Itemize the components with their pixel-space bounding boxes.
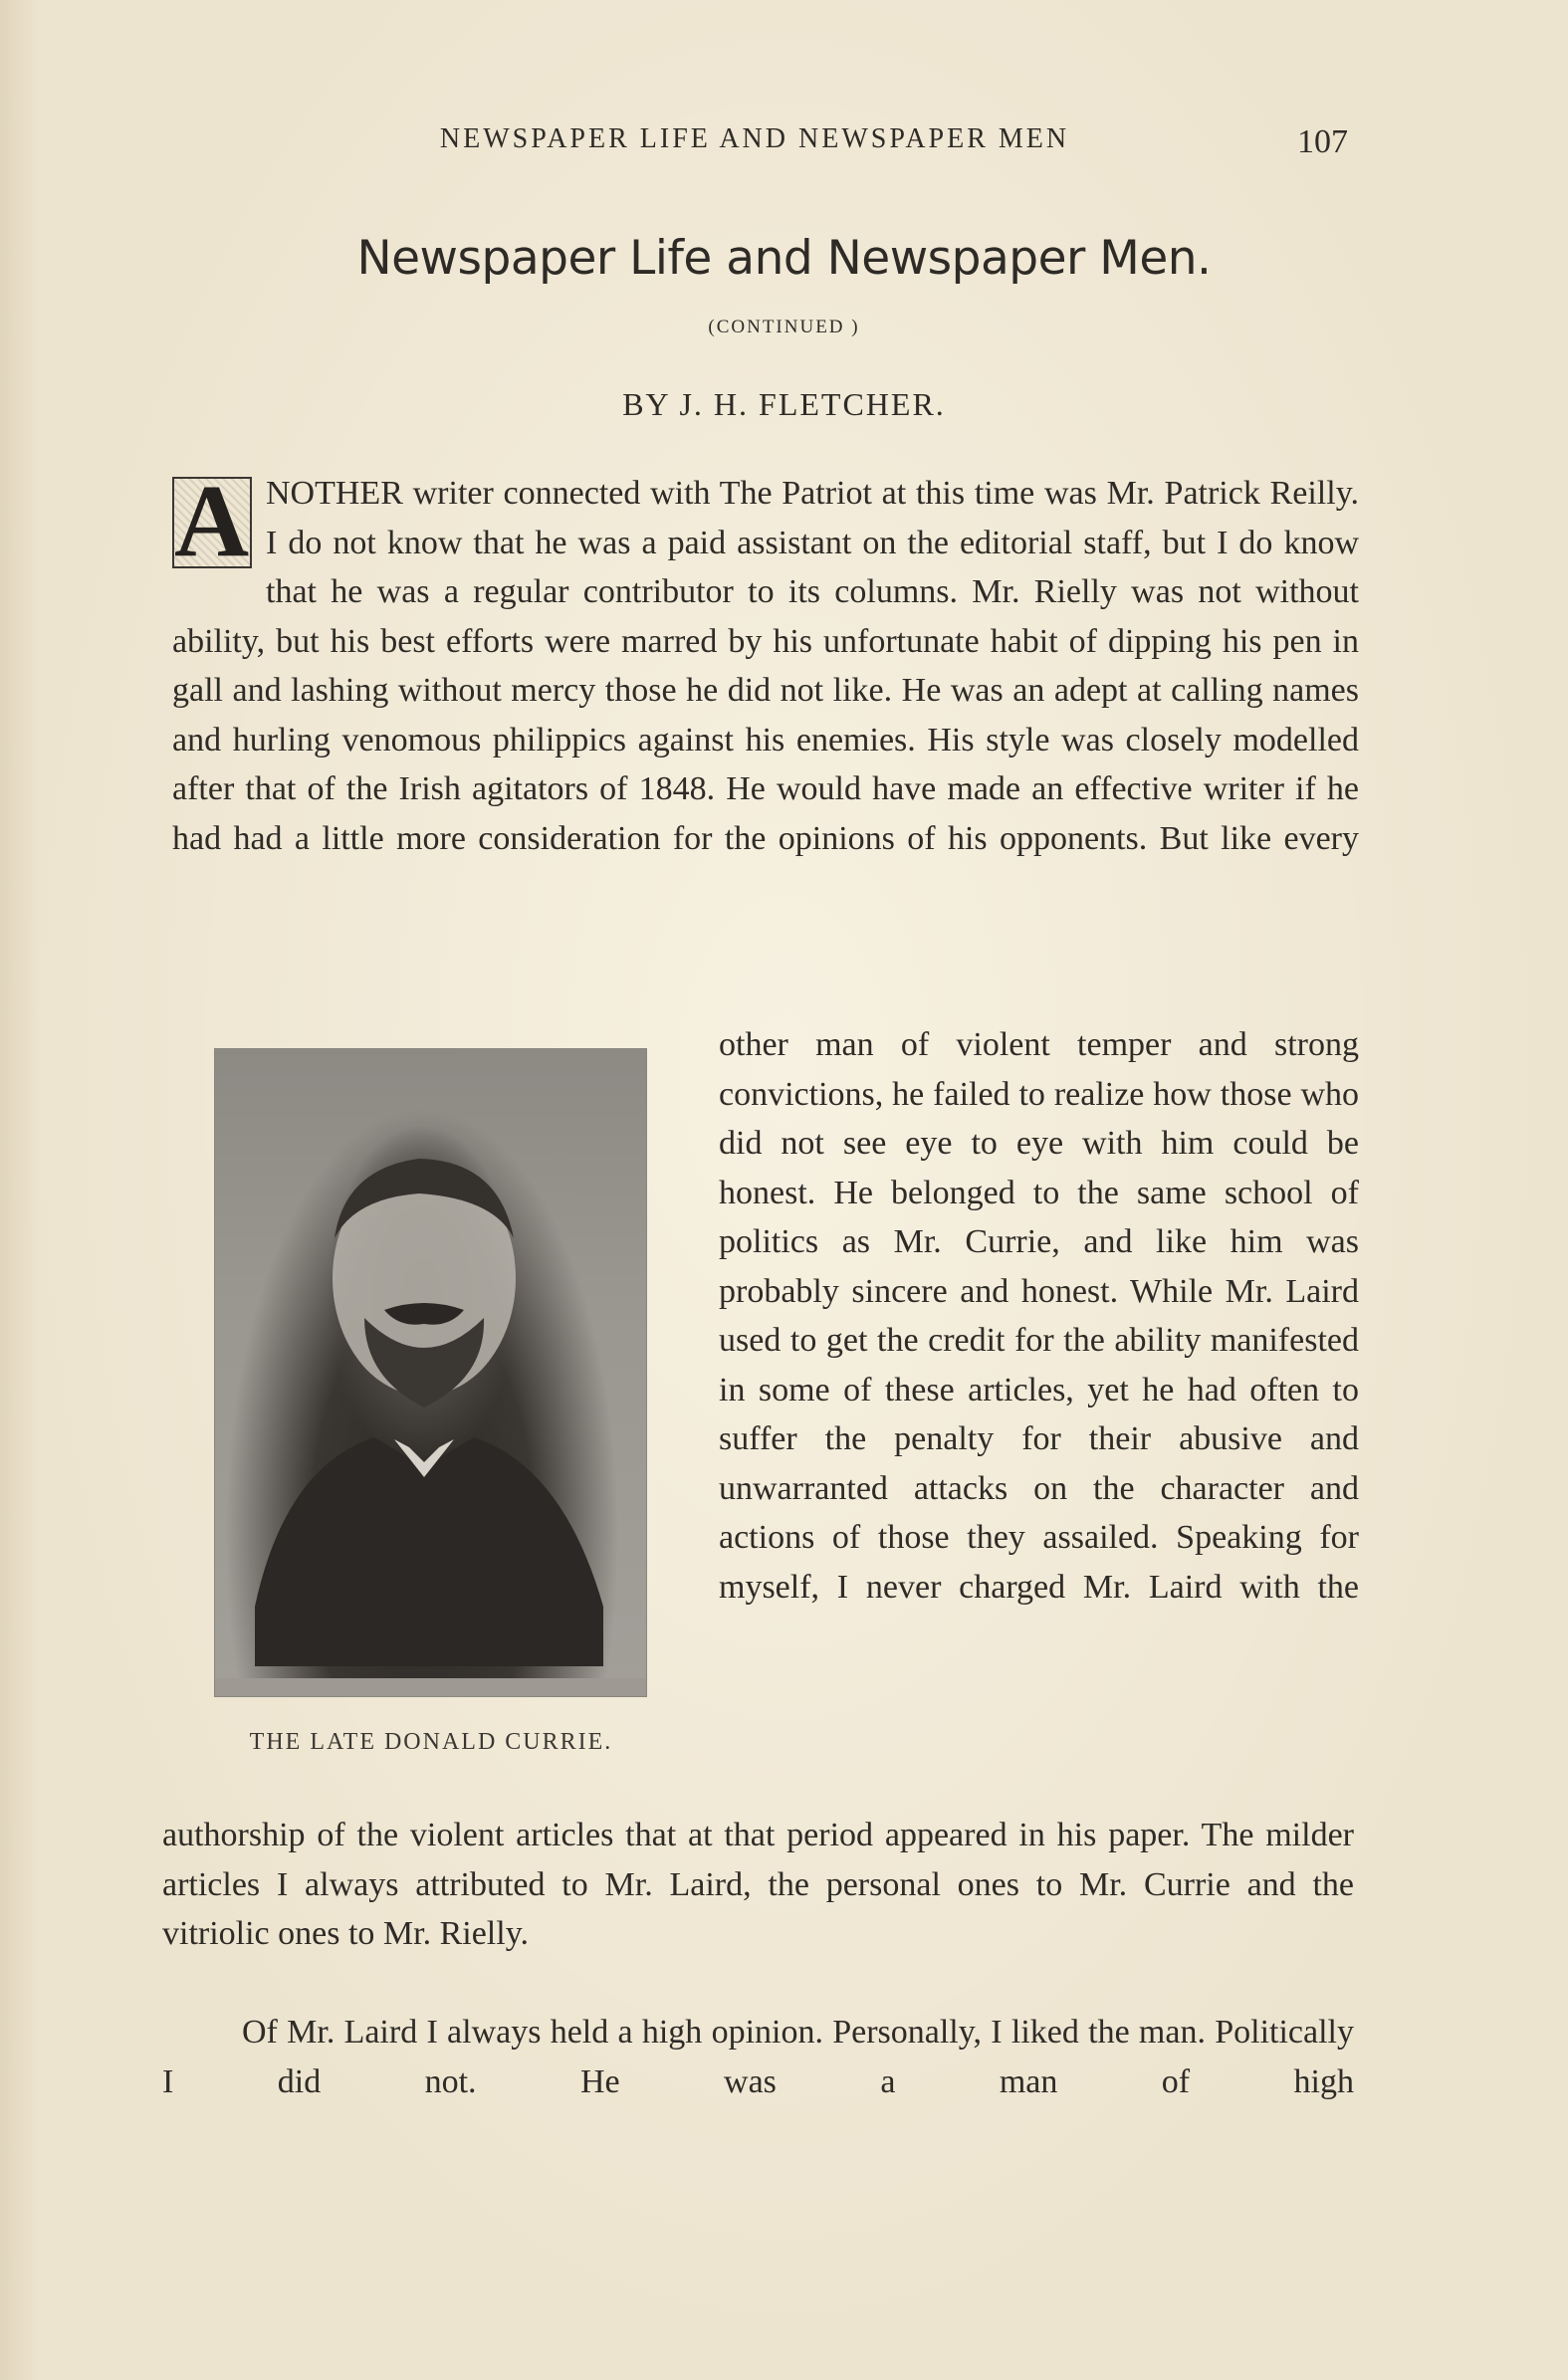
resumed-paragraph: authorship of the violent articles that at that period appeared in his paper. The milder articles I always attributed to Mr. Laird, the personal ones to Mr. Currie and the vitriolic ones to Mr. Rielly.	[162, 1817, 1354, 1952]
lead-paragraph	[172, 464, 1359, 863]
drop-cap-letter: A	[174, 464, 250, 578]
byline: BY J. H. FLETCHER.	[622, 386, 946, 422]
figure-caption: THE LATE DONALD CURRIE.	[249, 1729, 613, 1755]
article-title: Newspaper Life and Newspaper Men.	[356, 231, 1212, 286]
continued-note: (CONTINUED )	[708, 317, 860, 337]
lead-paragraph-text: NOTHER writer connected with The Patriot at this time was Mr. Patrick Reilly. I do not know that he was a paid assistant on the editorial staff, but I do know that he was a regular contributor to its columns. Mr. Rielly was not without ability, but his best efforts were marred by his unfortunate habit of dipping his pen in gall and lashing without mercy those he did not like. He was an adept at calling names and hurling venomous philippics against his enemies. His style was closely modelled after that of the Irish agitators of 1848. He would have made an effective writer if he had had a little more consideration for the opinions of his opponents. But like every	[172, 475, 1359, 857]
running-head: NEWSPAPER LIFE AND NEWSPAPER MEN	[439, 123, 1070, 154]
page-number: 107	[1297, 123, 1348, 160]
second-paragraph: Of Mr. Laird I always held a high opinion. Personally, I liked the man. Politically I did not. He was a man of high	[162, 2014, 1354, 2100]
column-paragraph: other man of violent temper and strong convictions, he failed to realize how those who did not see eye to eye with him could be honest. He belonged to the same school of politics as Mr. Currie, and like him was probably sincere and honest. While Mr. Laird used to get the credit for the ability manifested in some of these articles, yet he had often to suffer the penalty for their abusive and unwarranted attacks on the character and actions of those they assailed. Speaking for myself, I never charged Mr. Laird with the	[719, 1026, 1359, 1606]
drop-cap	[172, 464, 252, 578]
portrait-photo-icon	[214, 1048, 647, 1697]
